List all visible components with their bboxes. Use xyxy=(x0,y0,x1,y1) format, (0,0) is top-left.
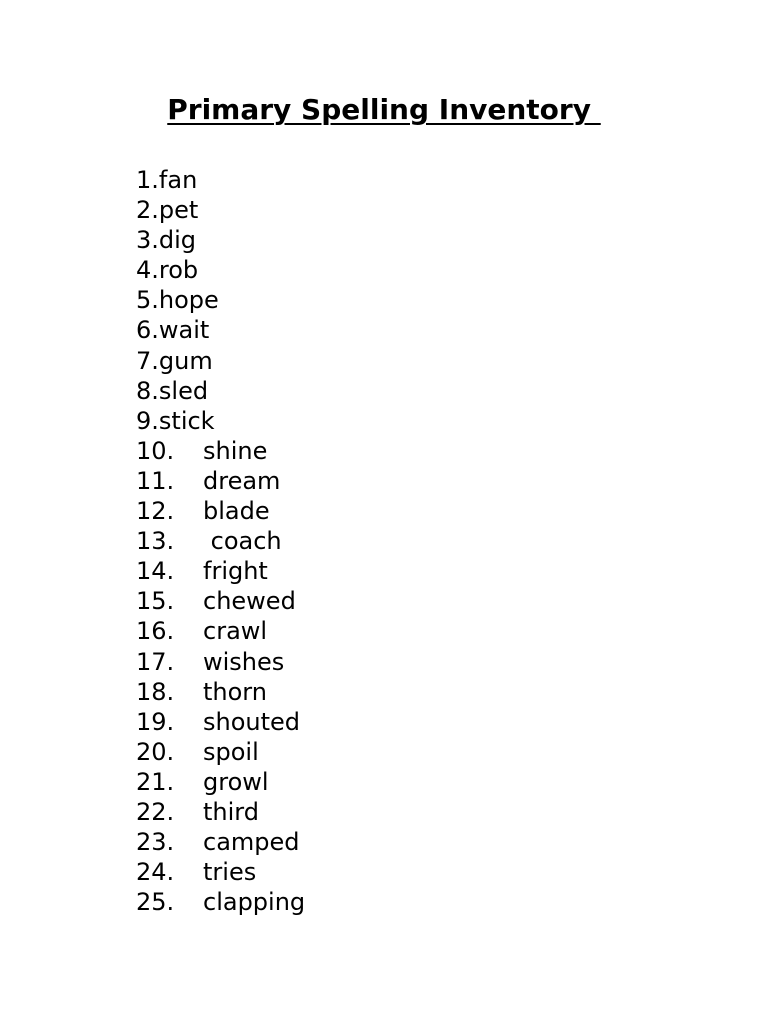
list-item xyxy=(136,406,305,436)
item-number: 1. xyxy=(136,166,159,194)
item-number: 21. xyxy=(136,767,175,796)
list-item xyxy=(136,165,305,195)
item-number: 4. xyxy=(136,256,159,285)
list-item xyxy=(136,647,305,677)
item-word: thorn xyxy=(203,677,267,706)
list-item xyxy=(136,797,305,827)
list-item xyxy=(136,195,305,225)
list-item xyxy=(136,436,305,466)
item-word: chewed xyxy=(203,587,296,616)
item-word: clapping xyxy=(203,888,306,917)
item-word: shouted xyxy=(203,707,301,736)
list-item xyxy=(136,225,305,255)
item-word: pet xyxy=(158,196,199,225)
item-word: coach xyxy=(203,527,282,556)
item-word: fright xyxy=(203,557,268,586)
item-word: dig xyxy=(158,226,197,255)
item-word: dream xyxy=(203,466,281,495)
list-item xyxy=(136,827,305,857)
item-number: 7. xyxy=(136,346,159,375)
item-number: 9. xyxy=(136,406,159,435)
item-number: 11. xyxy=(136,466,175,495)
list-item xyxy=(136,526,305,556)
item-number: 22. xyxy=(136,797,175,826)
list-item xyxy=(136,677,305,707)
item-word: hope xyxy=(158,286,219,315)
item-number: 19. xyxy=(136,707,175,736)
item-number: 3. xyxy=(136,226,159,255)
item-word: stick xyxy=(158,406,215,435)
item-word: tries xyxy=(203,858,257,887)
document-title-text: Primary Spelling Inventory xyxy=(167,93,601,126)
item-number: 15. xyxy=(136,587,175,616)
item-word: blade xyxy=(203,497,270,526)
list-item xyxy=(136,346,305,376)
spelling-word-list xyxy=(136,165,305,917)
list-item xyxy=(136,556,305,586)
item-number: 6. xyxy=(136,316,159,345)
item-number: 8. xyxy=(136,376,159,405)
list-item xyxy=(136,255,305,285)
item-number: 2. xyxy=(136,196,159,225)
item-number: 18. xyxy=(136,677,175,706)
list-item xyxy=(136,315,305,345)
item-word: camped xyxy=(203,828,300,857)
list-item xyxy=(136,767,305,797)
item-word: rob xyxy=(158,256,199,285)
document-title xyxy=(0,92,768,128)
item-number: 17. xyxy=(136,647,175,676)
list-item xyxy=(136,887,305,917)
item-number: 12. xyxy=(136,497,175,526)
item-number: 16. xyxy=(136,617,175,646)
list-item xyxy=(136,376,305,406)
list-item xyxy=(136,466,305,496)
item-word: spoil xyxy=(203,737,259,766)
item-number: 14. xyxy=(136,557,175,586)
list-item xyxy=(136,707,305,737)
item-number: 23. xyxy=(136,828,175,857)
list-item xyxy=(136,285,305,315)
item-word: gum xyxy=(158,346,213,375)
list-item xyxy=(136,857,305,887)
item-number: 25. xyxy=(136,888,175,917)
list-item xyxy=(136,616,305,646)
item-word: sled xyxy=(158,376,209,405)
item-word: fan xyxy=(158,166,198,194)
item-number: 13. xyxy=(136,527,175,556)
item-word: third xyxy=(203,797,259,826)
item-number: 20. xyxy=(136,737,175,766)
item-word: wishes xyxy=(203,647,285,676)
item-word: crawl xyxy=(203,617,268,646)
item-number: 5. xyxy=(136,286,159,315)
item-word: shine xyxy=(203,436,268,465)
item-word: wait xyxy=(158,316,210,345)
list-item xyxy=(136,737,305,767)
list-item xyxy=(136,496,305,526)
item-number: 10. xyxy=(136,436,175,465)
item-word: growl xyxy=(203,767,269,796)
item-number: 24. xyxy=(136,858,175,887)
list-item xyxy=(136,586,305,616)
